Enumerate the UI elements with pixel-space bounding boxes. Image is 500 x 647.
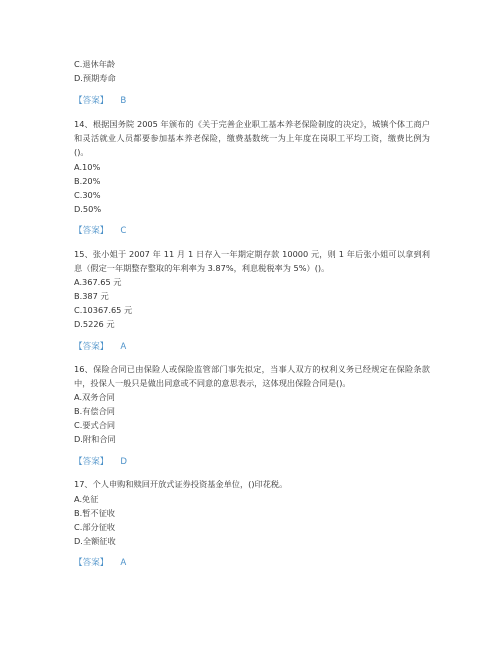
option-b: B.暂不征收 [74, 508, 115, 518]
option-d: D.全额征收 [74, 536, 116, 546]
option-d: D.50% [74, 204, 102, 214]
answer-value: A [120, 558, 127, 568]
option-b: B.有偿合同 [74, 406, 115, 416]
option-b: B.20% [74, 176, 101, 186]
answer-line [74, 456, 127, 468]
question-text: 15、张小姐于 2007 年 11 月 1 日存入一年期定期存款 10000 元，则 1 年后张小姐可以拿到利息（假定一年期整存整取的年利率为 3.87%，利息税税率为 5%）()。 [74, 249, 430, 273]
answer-line [74, 225, 126, 237]
option-d: D.5226 元 [74, 319, 115, 329]
answer-value: B [120, 96, 127, 106]
option-c: C.要式合同 [74, 420, 116, 430]
question-text: 17、个人申购和赎回开放式证券投资基金单位，()印花税。 [74, 479, 288, 489]
option-c: C.10367.65 元 [74, 305, 133, 315]
answer-label: 【答案】 [74, 342, 109, 352]
answer-label: 【答案】 [74, 96, 109, 106]
question-text: 14、根据国务院 2005 年颁布的《关于完善企业职工基本养老保险制度的决定》，城镇个体工商户和灵活就业人员都要参加基本养老保险，缴费基数统一为上年度在岗职工平均工资，缴费比例为()。 [74, 119, 430, 157]
answer-value: A [120, 342, 127, 352]
answer-label: 【答案】 [74, 558, 109, 568]
option-a: A.双务合同 [74, 392, 115, 402]
option-c: C.30% [74, 190, 101, 200]
option-d: D.附和合同 [74, 434, 116, 444]
option-a: A.367.65 元 [74, 277, 122, 287]
answer-line [74, 95, 126, 107]
option-b: B.387 元 [74, 291, 109, 301]
question-text: 16、保险合同已由保险人或保险监管部门事先拟定，当事人双方的权利义务已经规定在保险条款中，投保人一般只是做出同意或不同意的意思表示，这体现出保险合同是()。 [74, 364, 430, 388]
option-c: C.退休年龄 [74, 59, 116, 69]
answer-value: C [120, 226, 127, 236]
option-d: D.预期寿命 [74, 73, 116, 83]
answer-value: D [120, 457, 128, 467]
option-a: A.10% [74, 162, 101, 172]
answer-line [74, 341, 126, 353]
answer-label: 【答案】 [74, 457, 109, 467]
option-a: A.免征 [74, 494, 99, 504]
answer-label: 【答案】 [74, 226, 109, 236]
option-c: C.部分征收 [74, 522, 116, 532]
answer-line [74, 557, 126, 569]
